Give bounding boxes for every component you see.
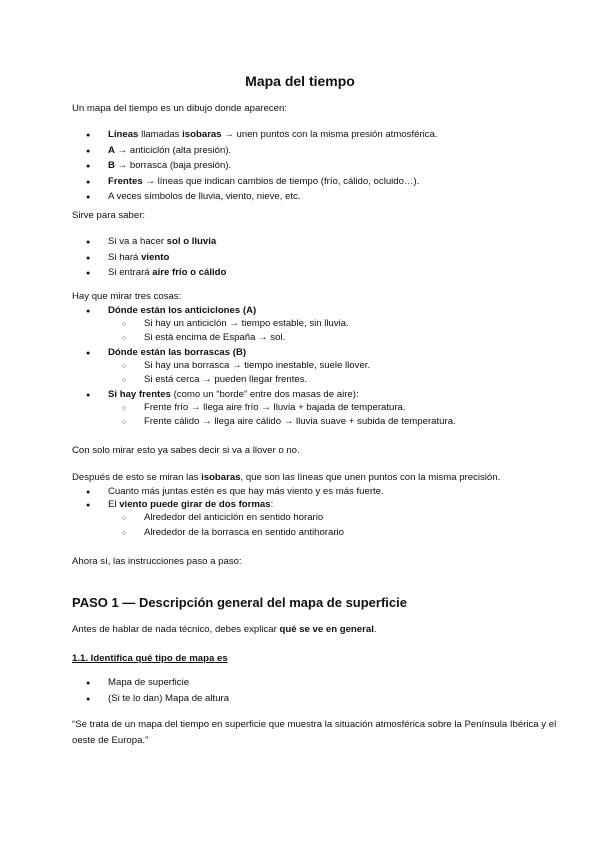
purpose-list [72, 236, 570, 283]
sub-list-item: ○ Si hay un anticiclón → tiempo estable, sin lluvia. [108, 318, 570, 331]
page-title: Mapa del tiempo [245, 73, 355, 89]
sub-list [108, 402, 570, 429]
subsection-heading: 1.1. Identifica qué tipo de mapa es [72, 653, 228, 664]
wind-list [72, 486, 570, 541]
list-item: ● (Si te lo dan) Mapa de altura [72, 693, 570, 706]
list-item: ● A veces símbolos de lluvia, viento, nieve, etc. [72, 191, 570, 204]
intro-paragraph: Un mapa del tiempo es un dibujo donde aparecen: [72, 103, 287, 114]
ahora-paragraph: Ahora sí, las instrucciones paso a paso: [72, 556, 242, 567]
section-heading-paso-1: PASO 1 — Descripción general del mapa de superficie [72, 595, 407, 610]
list-item: ● Cuanto más juntas estén es que hay más viento y es más fuerte. [72, 486, 570, 499]
sub-list-item: ○ Si hay una borrasca → tiempo inestable, suele llover. [108, 360, 570, 373]
list-item: ● Líneas llamadas isobaras → unen puntos con la misma presión atmosférica. [72, 129, 570, 142]
three-things-list [72, 305, 570, 430]
sub-list [108, 318, 570, 345]
list-item: ● Si hará viento [72, 252, 570, 265]
list-item: ● Dónde están los anticiclones (A) ○ Si hay un anticiclón → tiempo estable, sin lluvia. ○ Si está encima de España → sol. [72, 305, 570, 345]
sub-list [108, 360, 570, 387]
list-item: ● A → anticiclón (alta presión). [72, 145, 570, 158]
sub-list-item: ○ Frente frío → llega aire frío → lluvia + bajada de temperatura. [108, 402, 570, 415]
sub-list-item: ○ Si está encima de España → sol. [108, 332, 570, 345]
list-item: ● Dónde están las borrascas (B) ○ Si hay una borrasca → tiempo inestable, suele llover. ○ Si está cerca → pueden llegar frentes. [72, 347, 570, 387]
isobaras-paragraph: Después de esto se miran las isobaras, que son las líneas que unen puntos con la misma precisión. [72, 472, 501, 483]
sub-list [108, 512, 570, 539]
sub-list-item: ○ Alrededor del anticiclón en sentido horario [108, 512, 570, 525]
map-type-list [72, 677, 570, 708]
list-item: ● B → borrasca (baja presión). [72, 160, 570, 173]
list-item: ● Si hay frentes (como un “borde” entre dos masas de aire): ○ Frente frío → llega aire frío → lluvia + bajada de temperatura. ○ Frente cálido → llega aire cálido → lluvia suave + subida de temperatura. [72, 389, 570, 429]
sirve-paragraph: Sirve para saber: [72, 210, 146, 221]
paso1-intro: Antes de hablar de nada técnico, debes explicar qué se ve en general. [72, 624, 377, 635]
tres-paragraph: Hay que mirar tres cosas: [72, 291, 182, 302]
map-elements-list [72, 129, 570, 207]
conclusion-paragraph: Con solo mirar esto ya sabes decir si va a llover o no. [72, 445, 300, 456]
list-item: ● Si va a hacer sol o lluvia [72, 236, 570, 249]
list-item: ● Si entrará aire frío o cálido [72, 267, 570, 280]
sub-list-item: ○ Si está cerca → pueden llegar frentes. [108, 374, 570, 387]
list-item: ● Mapa de superficie [72, 677, 570, 690]
list-item: ● El viento puede girar de dos formas: ○ Alrededor del anticiclón en sentido horario ○ Alrededor de la borrasca en sentido antihorario [72, 499, 570, 539]
list-item: ● Frentes → líneas que indican cambios de tiempo (frío, cálido, ocluido…). [72, 176, 570, 189]
sub-list-item: ○ Frente cálido → llega aire cálido → lluvia suave + subida de temperatura. [108, 416, 570, 429]
sub-list-item: ○ Alrededor de la borrasca en sentido antihorario [108, 527, 570, 540]
quote-paragraph: “Se trata de un mapa del tiempo en superficie que muestra la situación atmosférica sobre la Península Ibérica y el oeste de Europa.” [72, 719, 557, 747]
